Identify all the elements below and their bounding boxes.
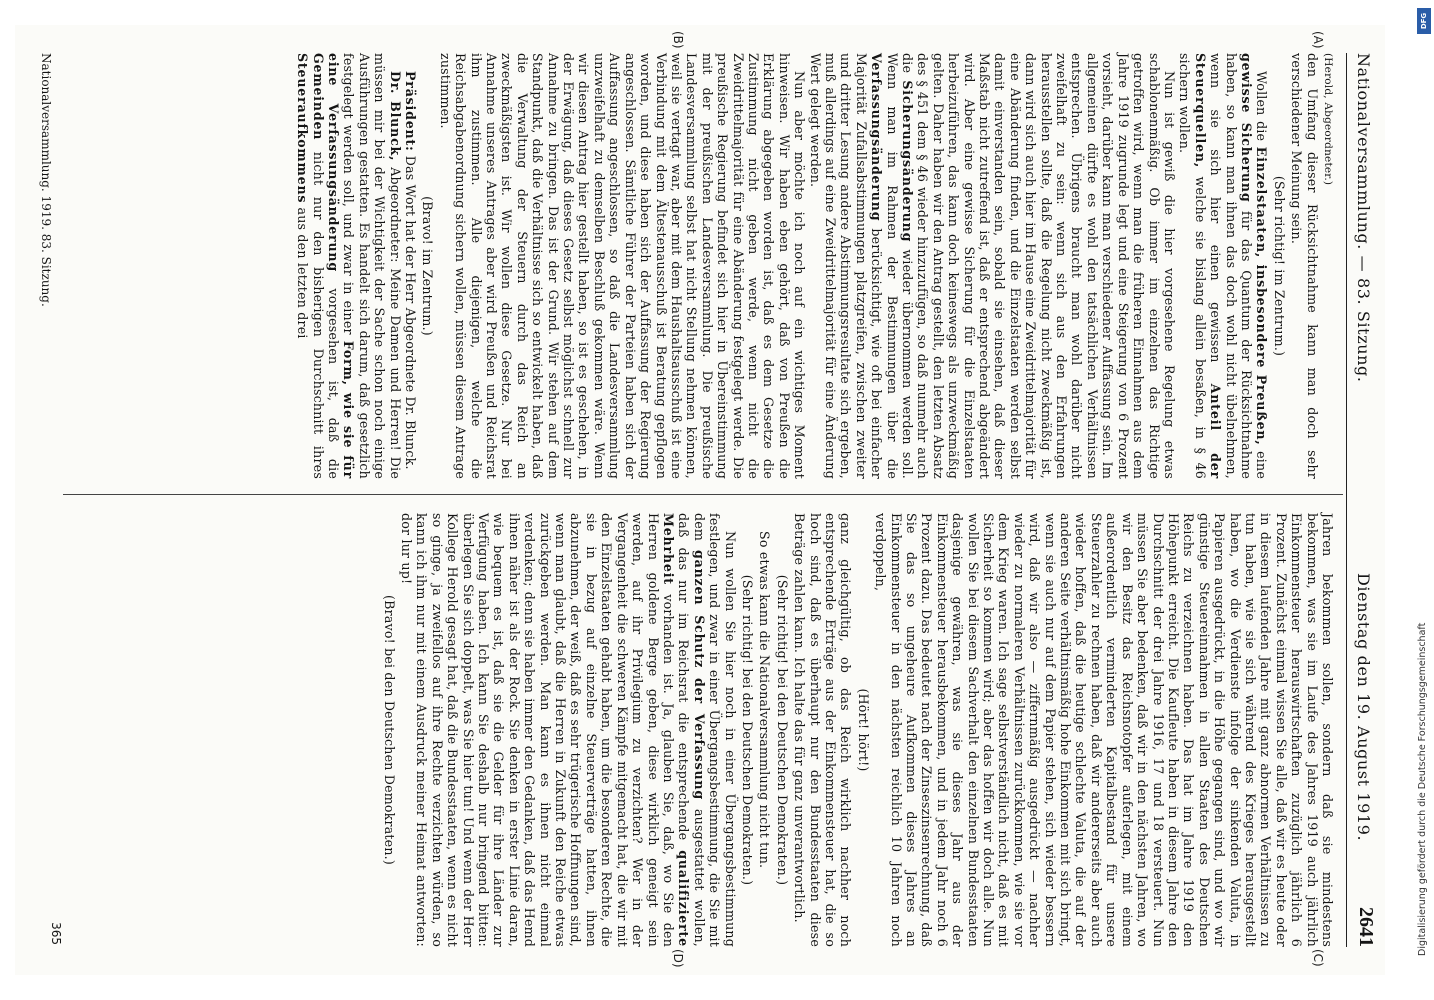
speaker-statement: Dr. Blunck, Abgeordneter: Meine Damen und Herren! Die müssen mir bei der Wichtigkeit der Sache schon noch einige Ausführungen gestatten. Es handelt sich darum, daß gesetzlich festgelegt werden soll, und zwar in einer Form, wie sie für eine Verfassungsänderung vorgesehen ist, daß die Gemeinden nicht nur den bisherigen Durchschnitt ihres Steueraufkommens aus den letzten drei xyxy=(295,53,403,480)
paragraph: ganz gleichgültig, ob das Reich wirklich nachher noch entsprechende Erträge aus der Einkommensteuer hat, die so hoch sind, daß es überhaupt nur den Bundesstaaten diese Beträge zahlen kann. Ich halte das für ganz unverantwortlich. xyxy=(792,513,854,947)
paragraph: Nun aber möchte ich noch auf ein wichtiges Moment hinweisen. Wir haben eben gehört, daß von Preußen die Erklärung abgegeben worden ist, daß es dem Gesetze die Zustimmung nicht geben werde, wenn nicht die Zweidrittelmajorität für eine Abänderung festgelegt werde. Die preußische Regierung befindet sich hier in Übereinstimmung mit der preußischen Landesversammlung. Die preußische Landesversammlung selbst hat nicht Stellung nehmen können, weil sie vertagt war, aber mit dem Haushaltsausschuß ist eine Verbindung mit dem Ältestenausschuß ist Beratung gepflogen worden, und diese haben sich der Auffassung der Regierung angeschlossen. Sämtliche Führer der Parteien haben sich der Auffassung angeschlossen, so daß die Landesversammlung unzweifelhaft zu demselben Beschluß gekommen wäre. Wenn wir diesen Antrag hier gestellt haben, so ist es geschehen, in der Erwägung, daß dieses Gesetz selbst möglichst schnell zur Annahme zu bringen. Das ist der Grund. Wir stehen auf dem Standpunkt, daß die Verhältnisse sich so entwickelt haben, daß die Verwaltung der Steuern durch das Reich an zweckmäßigsten ist. Wir wollen diese Gesetze. Nur bei Annahme unseres Antrages aber wird Preußen und Reichsrat ihm zustimmen. Alle diejenigen, welche die Reichsabgabenordnung sichern wollen, müssen diesem Antrage zustimmen. xyxy=(437,53,808,479)
interjection: (Bravo! bei den Deutschen Demokraten.) xyxy=(381,595,397,865)
margin-letter-a: (A) xyxy=(1311,31,1325,49)
interjection: (Bravo! im Zentrum.) xyxy=(420,196,436,336)
header-page-number: 2641 xyxy=(1355,907,1377,947)
paragraph: Nun ist gewiß die hier vorgesehene Regelung etwas schablonenmäßig. Ob immer im einzelnen das Richtige getroffen wird, wenn man die früheren Einnahmen aus dem Jahre 1919 zugrunde legt und eine Steigerung von 6 Prozent vorsieht, darüber kann man verschiedener Auffassung sein. Im allgemeinen dürfte es wohl den tatsächlichen Verhältnissen entsprechen. Übrigens braucht man wohl darüber nicht zweifelhaft zu sein: wenn sich aus den Erfahrungen herausstellen sollte, daß die Regelung nicht zweckmäßig ist, dann wird sich auch hier im Hause eine Zweidrittelmajorität für eine Abänderung finden, und die Einzelstaaten werden selbst damit einverstanden sein, sobald sie einsehen, daß dieser Maßstab nicht zutreffend ist, daß er entsprechend abgeändert wird. Aber eine gewisse Sicherung für die Einzelstaaten herbeizuführen, das kann doch keineswegs als unzweckmäßig gelten. Daher haben wir den Antrag gestellt, den letzten Absatz des § 451 dem § 46 wieder hinzuzufügen, so daß nunmehr auch die Sicherungsänderung wieder übernommen werden soll. Wenn man im Rahmen der Bestimmungen über die Verfassungsänderung berücksichtigt, wie oft bei einfacher Majorität Zufallsabstimmungen platzgreifen, zwischen zweiter und dritter Lesung andere Abstimmungsresultate sich ergeben, muß allerdings auf eine Zweidrittelmajorität für eine Änderung Wert gelegt werden. xyxy=(807,53,1177,479)
margin-letter-b: (B) xyxy=(671,31,685,49)
left-column xyxy=(295,53,1335,479)
interjection: (Sehr richtig! bei den Deutschen Demokraten.) xyxy=(774,574,790,886)
paragraph: Jahren bekommen sollen, sondern daß sie mindestens bekommen, was sie im Laufe des Jahres 1919 auch jährlich Einkommensteuer herauswirtschaften zuzüglich jährlich 6 Prozent. Zunächst einmal wissen Sie alle, daß wir es heute oder in diesem laufenden Jahre mit ganz abnormen Verhältnissen zu tun haben, wie sie sich während des Krieges herausgestellt haben, wo die Verdienste infolge der sinkenden Valuta, in Papieren ausgedrückt, in die Höhe gegangen sind, und wo wir günstige Steuereinnahmen in allen Staaten des Deutschen Reichs zu verzeichnen haben. Das hat im Jahre 1919 den Höhepunkt erreicht. Die Kaufleute haben in diesem Jahre den Durchschnitt der drei Jahre 1916, 17 und 18 versteuert. Nun müssen Sie aber bedenken, daß wir in den nächsten Jahren, wo wir den Besitz das Reichsnotopfer auferlegen, mit einem außerordentlich verminderten Kapitalbestand für unsere Steuerzahler zu rechnen haben, daß wir andererseits aber auch wieder hoffen, daß die heutige schlechte Valuta, die auf der anderen Seite verhältnismäßig hohe Einkommen mit sich bringt, wenn sie auch nur auf dem Papier stehen, sich wieder bessern wird, daß wir also — ziffernmäßig ausgedrückt — nachher wieder zu normaleren Verhältnissen zurückkommen, wie sie vor dem Krieg waren. Ich sage selbstverständlich nicht, daß es mit Sicherheit so kommen wird; aber das hoffen wir doch alle. Nun wollen Sie bei diesem Sachverhalt den einzelnen Bundesstaaten dasjenige gewähren, was sie dieses Jahr aus der Einkommensteuer herausbekommen, und in jedem Jahr noch 6 Prozent dazu. Das bedeutet nach der Zinseszinsenrechnung, daß Sie das so ungeheure Aufkommen dieses Jahres an Einkommensteuer in den nächsten reichlich 10 Jahren noch verdoppeln, xyxy=(873,513,1335,947)
interjection: (Hört! hört!) xyxy=(855,688,871,772)
scanned-page xyxy=(15,25,1385,975)
paragraph: den Umfang dieser Rücksichtnahme kann man doch sehr verschiedener Meinung sein. xyxy=(1289,53,1320,479)
interjection: (Sehr richtig! bei den Deutschen Demokraten.) xyxy=(739,574,755,886)
margin-letter-d: (D) xyxy=(671,949,685,968)
dfg-credit-text: Digitalisierung gefördert durch die Deutsche Forschungsgemeinschaft xyxy=(1417,622,1428,956)
dfg-logo: DFG xyxy=(1417,8,1431,34)
header-date: Dienstag den 19. August 1919. xyxy=(1354,573,1373,842)
page-footer: Nationalversammlung. 1919. 83. Sitzung. xyxy=(39,53,53,307)
paragraph: Nun wollen Sie hier noch in einer Übergangsbestimmung festlegen, und zwar in einer Übergangsbestimmung, die Sie mit dem ganzen Schutz der Verfassung ausgestattet wollen, daß das nur im Reichsrat die entsprechende qualifizierte Mehrheit vorhanden ist. Ja, glauben Sie, daß, wo Sie den Herren goldene Berge geben, diese wirklich geneigt sein werden, auf ihr Privilegium zu verzichten? Wer in der Vergangenheit die schweren Kämpfe mitgemacht hat, die wir mit den Einzelstaaten gehabt haben, um die besonderen Rechte, die sie in bezug auf einzelne Steuerverträge hatten, ihnen abzunehmen, der weiß, daß es sehr trügerische Hoffnungen sind, wenn man glaubt, daß die Herren in Zukunft den Reiche etwas zurückgeben werden. Man kann es ihnen nicht einmal verdenken; denn sie haben immer den Gedanken, daß das Hemd ihnen näher ist als der Rock. Sie denken in erster Linie daran, wie bequem es ist, daß sie die Gelder für ihre Länder zur Verfügung haben. Ich kann Sie deshalb nur bringend bitten: überlegen Sie sich doppelt, was Sie hier tun! Und wenn der Herr Kollege Herold gesagt hat, daß die Bundesstaaten, wenn es nicht so ginge, ja zweifellos auf ihre Rechte verzichten würden, so kann ich ihm nur mit einem Ausdruck meiner Heimat antworten: dor lur up! xyxy=(399,513,738,947)
margin-letter-c: (C) xyxy=(1311,949,1325,967)
paragraph: So etwas kann die Nationalversammlung nicht tun. xyxy=(757,531,773,869)
right-column xyxy=(379,513,1335,947)
header-session: Nationalversammlung. — 83. Sitzung. xyxy=(1354,53,1373,383)
interjection: (Sehr richtig! im Zentrum.) xyxy=(1271,175,1287,357)
president-statement: Präsident: Das Wort hat der Herr Abgeordnete Dr. Blunck. xyxy=(403,71,419,470)
page-header xyxy=(1346,53,1377,947)
speaker-tag: (Herold, Abgeordneter.) xyxy=(1322,53,1334,186)
footer-page-number: 365 xyxy=(49,922,63,945)
dfg-credit xyxy=(1415,6,1433,994)
paragraph: Wollen die Einzelstaaten, insbesondere Preußen, eine gewisse Sicherung für das Quantum der Rücksichtnahme haben, so kann man ihnen das doch wohl nicht übelnehmen, wenn sie sich hier einen gewissen Anteil der Steuerquellen, welche sie bislang allein besaßen, in § 46 sichern wollen. xyxy=(1177,53,1270,479)
column-divider xyxy=(63,494,1343,495)
